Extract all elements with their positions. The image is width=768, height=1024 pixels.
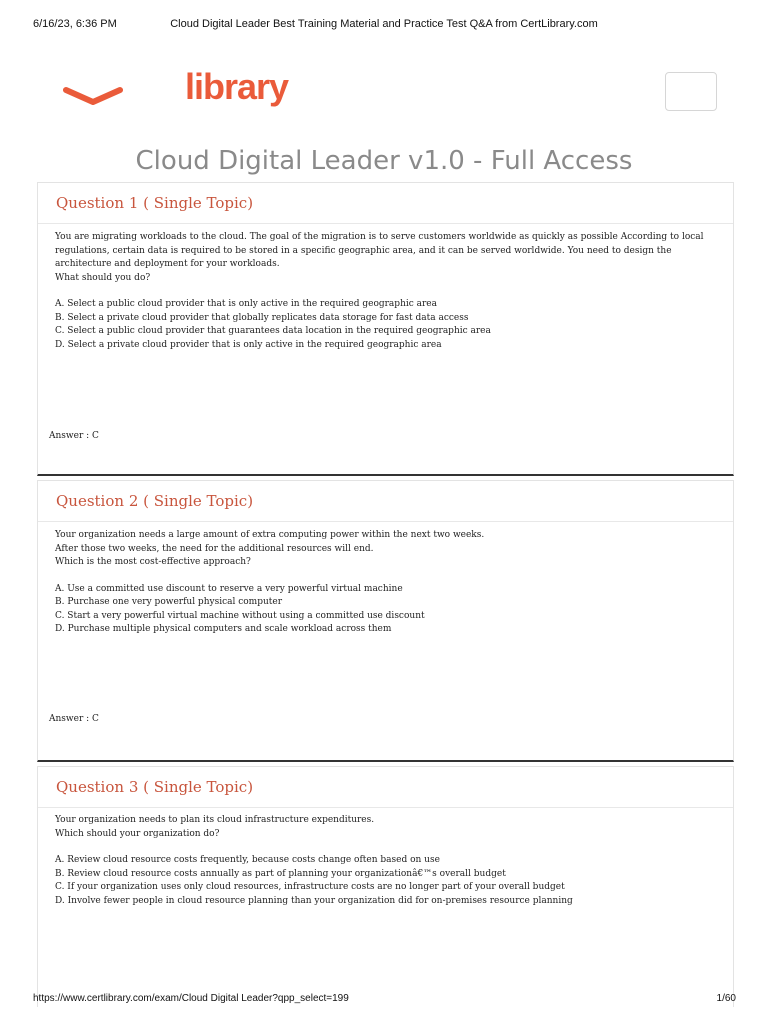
option-c: C. Select a public cloud provider that guarantees data location in the required geographic area: [55, 326, 491, 336]
answer-options: [55, 583, 713, 637]
answer-text: Answer : C: [49, 431, 99, 441]
option-d: D. Select a private cloud provider that is only active in the required geographic area: [55, 339, 442, 350]
brand-wordmark: library: [185, 66, 289, 107]
question-prompt: Which is the most cost-effective approach?: [55, 557, 251, 567]
question-prompt: What should you do?: [55, 272, 151, 283]
option-d: D. Involve fewer people in cloud resource planning than your organization did for on-premises resource planning: [55, 895, 573, 906]
question-header: [38, 183, 733, 224]
print-footer: [0, 993, 768, 1009]
option-a: A. Select a public cloud provider that is only active in the required geographic area: [55, 299, 437, 309]
question-body: [55, 529, 713, 637]
option-b: B. Purchase one very powerful physical computer: [55, 597, 283, 607]
option-d: D. Purchase multiple physical computers and scale workload across them: [55, 624, 392, 634]
print-datetime: 6/16/23, 6:36 PM: [33, 18, 117, 30]
question-card: [37, 182, 734, 476]
question-body: [55, 814, 713, 908]
question-body: [55, 231, 713, 352]
option-c: C. Start a very powerful virtual machine without using a committed use discount: [55, 610, 425, 621]
page-title: Cloud Digital Leader v1.0 - Full Access: [135, 146, 633, 176]
question-title: Question 3 ( Single Topic): [56, 778, 254, 796]
question-card: [37, 480, 734, 762]
question-header: [38, 767, 733, 808]
option-a: A. Use a committed use discount to reserve a very powerful virtual machine: [55, 583, 403, 594]
page-number: 1/60: [716, 993, 736, 1004]
answer-text: Answer : C: [49, 714, 99, 724]
question-text: Your organization needs a large amount of extra computing power within the next two weeks.: [55, 530, 485, 540]
answer-options: [55, 298, 713, 352]
chevron-down-icon: [63, 78, 123, 108]
question-prompt: Which should your organization do?: [55, 828, 220, 839]
answer-options: [55, 854, 713, 908]
question-title: Question 1 ( Single Topic): [56, 194, 254, 212]
menu-button[interactable]: [665, 72, 717, 111]
question-text: After those two weeks, the need for the additional resources will end.: [55, 543, 374, 554]
option-b: B. Review cloud resource costs annually as part of planning your organizationâ€™s overall budget: [55, 868, 506, 879]
question-title: Question 2 ( Single Topic): [56, 492, 254, 510]
question-text: Your organization needs to plan its cloud infrastructure expenditures.: [55, 815, 375, 825]
option-b: B. Select a private cloud provider that globally replicates data storage for fast data access: [55, 312, 469, 323]
option-c: C. If your organization uses only cloud resources, infrastructure costs are no longer part of your overall budget: [55, 882, 565, 892]
print-url: https://www.certlibrary.com/exam/Cloud Digital Leader?qpp_select=199: [33, 993, 349, 1004]
brand-logo[interactable]: [60, 60, 320, 110]
print-header: [0, 14, 768, 34]
question-text: You are migrating workloads to the cloud. The goal of the migration is to serve customers worldwide as quickly as possible According to local regulations, certain data is required to be stored in a specific geographic area, and it can be served worldwide. You need to design the architecture and deployment for your workloads.: [55, 232, 704, 269]
option-a: A. Review cloud resource costs frequently, because costs change often based on use: [55, 855, 440, 865]
question-card: [37, 766, 734, 1007]
question-header: [38, 481, 733, 522]
print-document-title: Cloud Digital Leader Best Training Material and Practice Test Q&A from CertLibrary.com: [170, 18, 598, 30]
